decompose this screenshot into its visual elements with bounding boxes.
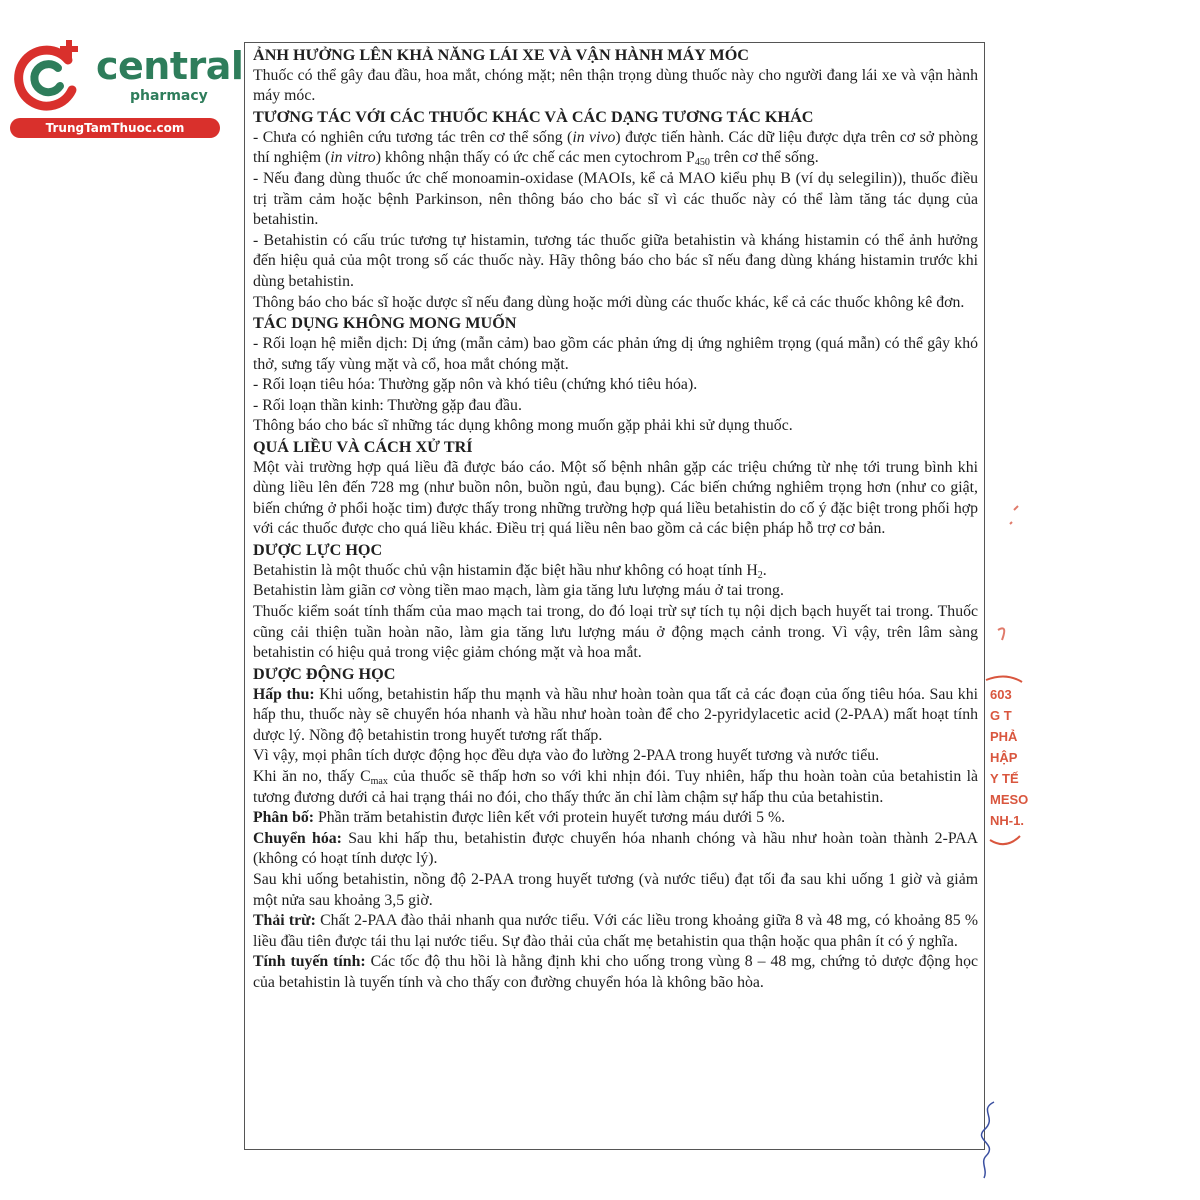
side-effects-paragraph: - Rối loạn thần kinh: Thường gặp đau đầu. <box>253 396 522 414</box>
metabolism-paragraph: Sau khi uống betahistin, nồng độ 2-PAA trong huyết tương (và nước tiểu) đạt tối đa sau khi uống 1 giờ và giảm một nửa sau khoảng 3,5 giờ. <box>253 870 978 909</box>
absorption-paragraph: Khi ăn no, thấy $C_{max}$ của thuốc sẽ thấp hơn so với khi nhịn đói. Tuy nhiên, hấp thu hoàn toàn của betahistin là tương đương dưới cả hai trạng thái no đói, cho thấy thức ăn chỉ làm chậm sự hấp thu của betahistin. <box>253 768 978 806</box>
logo-brand-name: central <box>96 44 244 88</box>
brand-logo[interactable] <box>10 38 244 138</box>
absorption-paragraph: Vì vậy, mọi phân tích dược động học đều dựa vào đo lường 2-PAA trong huyết tương và nước tiểu. <box>253 747 880 765</box>
pharmacodynamics-paragraph: Thuốc kiểm soát tính thấm của mao mạch tai trong, do đó loại trừ sự tích tụ nội dịch bạch huyết tai trong. Thuốc cũng cải thiện tuần hoàn não, làm gia tăng lưu lượng máu ở động mạch cảnh trong. Vì vậy, trên lâm sàng betahistin có hiệu quả trong việc giảm chóng mặt và hoa mắt. <box>253 603 978 662</box>
section-title-pharmacokinetics: DƯỢC ĐỘNG HỌC <box>253 664 396 683</box>
elimination-paragraph: Thải trừ: Chất 2-PAA đào thải nhanh qua nước tiểu. Với các liều trong khoảng giữa 8 và 48 mg, có khoảng 85 % liều đầu tiên được tái thu lại nước tiểu. Sự đào thải của chất mẹ betahistin qua thận hoặc qua phân ít có ý nghĩa. <box>253 912 978 950</box>
section-title-pharmacodynamics: DƯỢC LỰC HỌC <box>253 541 383 560</box>
distribution-paragraph: Phân bố: Phần trăm betahistin được liên kết với protein huyết tương máu dưới 5 %. <box>253 809 786 827</box>
interactions-paragraph: - Nếu đang dùng thuốc ức chế monoamin-oxidase (MAOIs, kể cả MAO kiểu phụ B (ví dụ selegilin)), thuốc điều trị trầm cảm hoặc bệnh Parkinson, nên thông báo cho bác sĩ vì các thuốc này có thể làm tăng tác dụng của betahistin. <box>253 169 978 229</box>
section-title-side-effects: TÁC DỤNG KHÔNG MONG MUỐN <box>253 314 517 333</box>
driving-text: Thuốc có thể gây đau đầu, hoa mắt, chóng mặt; nên thận trọng dùng thuốc này cho người đang lái xe và vận hành máy móc. <box>253 66 978 105</box>
absorption-paragraph: Hấp thu: Khi uống, betahistin hấp thu mạnh và hầu như hoàn toàn qua tất cả các đoạn của ống tiêu hóa. Sau khi hấp thu, thuốc này sẽ chuyển hóa nhanh và hầu như hoàn toàn để cho 2-pyridylacetic acid (2-PAA) mất hoạt tính dược lý. Nồng độ betahistin trong huyết tương rất thấp. <box>253 685 978 744</box>
section-title-interactions: TƯƠNG TÁC VỚI CÁC THUỐC KHÁC VÀ CÁC DẠNG TƯƠNG TÁC KHÁC <box>253 107 814 126</box>
side-effects-paragraph: - Rối loạn tiêu hóa: Thường gặp nôn và khó tiêu (chứng khó tiêu hóa). <box>253 376 698 394</box>
signature-scribble-icon <box>968 1100 1008 1180</box>
side-effects-paragraph: - Rối loạn hệ miễn dịch: Dị ứng (mẫn cảm) bao gồm các phản ứng dị ứng nghiêm trọng (quá mẫn) có thể gây khó thở, sưng tấy vùng mặt và cổ, hoa mắt chóng mặt. <box>253 334 978 373</box>
section-title-driving: ẢNH HƯỞNG LÊN KHẢ NĂNG LÁI XE VÀ VẬN HÀNH MÁY MÓC <box>253 46 749 64</box>
overdose-paragraph: Một vài trường hợp quá liều đã được báo cáo. Một số bệnh nhân gặp các triệu chứng từ nhẹ tới trung bình khi dùng liều lên đến 728 mg (như buồn nôn, buồn ngủ, đau bụng). Các biến chứng nghiêm trọng hơn (như co giật, biến chứng ở phổi hoặc tim) được thấy trong những trường hợp quá liều betahistin do cố ý đặc biệt trong phối hợp với các thuốc được cho quá liều khác. Điều trị quá liều nên bao gồm cả các biện pháp hỗ trợ cơ bản. <box>253 458 978 538</box>
linearity-paragraph: Tính tuyến tính: Các tốc độ thu hồi là hằng định khi cho uống trong vùng 8 – 48 mg, chứng tỏ dược động học của betahistin là tuyến tính và cho thấy con đường chuyển hóa là không bão hòa. <box>253 953 978 991</box>
stamp-text: 603 G T PHẢ HẬP Y TẾ MESO NH-1. <box>990 687 1029 828</box>
leaflet-page <box>244 42 985 1150</box>
metabolism-paragraph: Chuyển hóa: Sau khi hấp thu, betahistin được chuyển hóa nhanh chóng và hầu như hoàn toàn thành 2-PAA (không có hoạt tính dược lý). <box>253 829 978 868</box>
interactions-paragraph: Thông báo cho bác sĩ hoặc dược sĩ nếu đang dùng hoặc mới dùng các thuốc khác, kể cả các thuốc không kê đơn. <box>253 293 965 311</box>
section-title-overdose: QUÁ LIỀU VÀ CÁCH XỬ TRÍ <box>253 437 473 456</box>
interactions-paragraph: - Chưa có nghiên cứu tương tác trên cơ thể sống (in vivo) được tiến hành. Các dữ liệu được dựa trên cơ sở phòng thí nghiệm (in vitro) không nhận thấy có ức chế các men cytochrom $P_{450}$ trên cơ thể sống. <box>253 128 978 169</box>
logo-website[interactable]: TrungTamThuoc.com <box>10 118 220 138</box>
interactions-paragraph: - Betahistin có cấu trúc tương tự histamin, tương tác thuốc giữa betahistin và kháng histamin có thể ảnh hưởng đến hiệu quả của một trong số các thuốc này. Hãy thông báo cho bác sĩ nếu đang dùng kháng histamin trước khi dùng betahistin. <box>253 231 978 290</box>
pharmacodynamics-paragraph: Betahistin làm giãn cơ vòng tiền mao mạch, làm gia tăng lưu lượng máu ở tai trong. <box>253 582 784 600</box>
logo-tagline: pharmacy <box>130 88 208 104</box>
central-pharmacy-logo-icon <box>10 38 88 116</box>
pharmacodynamics-paragraph: Betahistin là một thuốc chủ vận histamin đặc biệt hầu như không có hoạt tính $H_2$. <box>253 561 767 581</box>
side-effects-paragraph: Thông báo cho bác sĩ những tác dụng không mong muốn gặp phải khi sử dụng thuốc. <box>253 417 793 435</box>
